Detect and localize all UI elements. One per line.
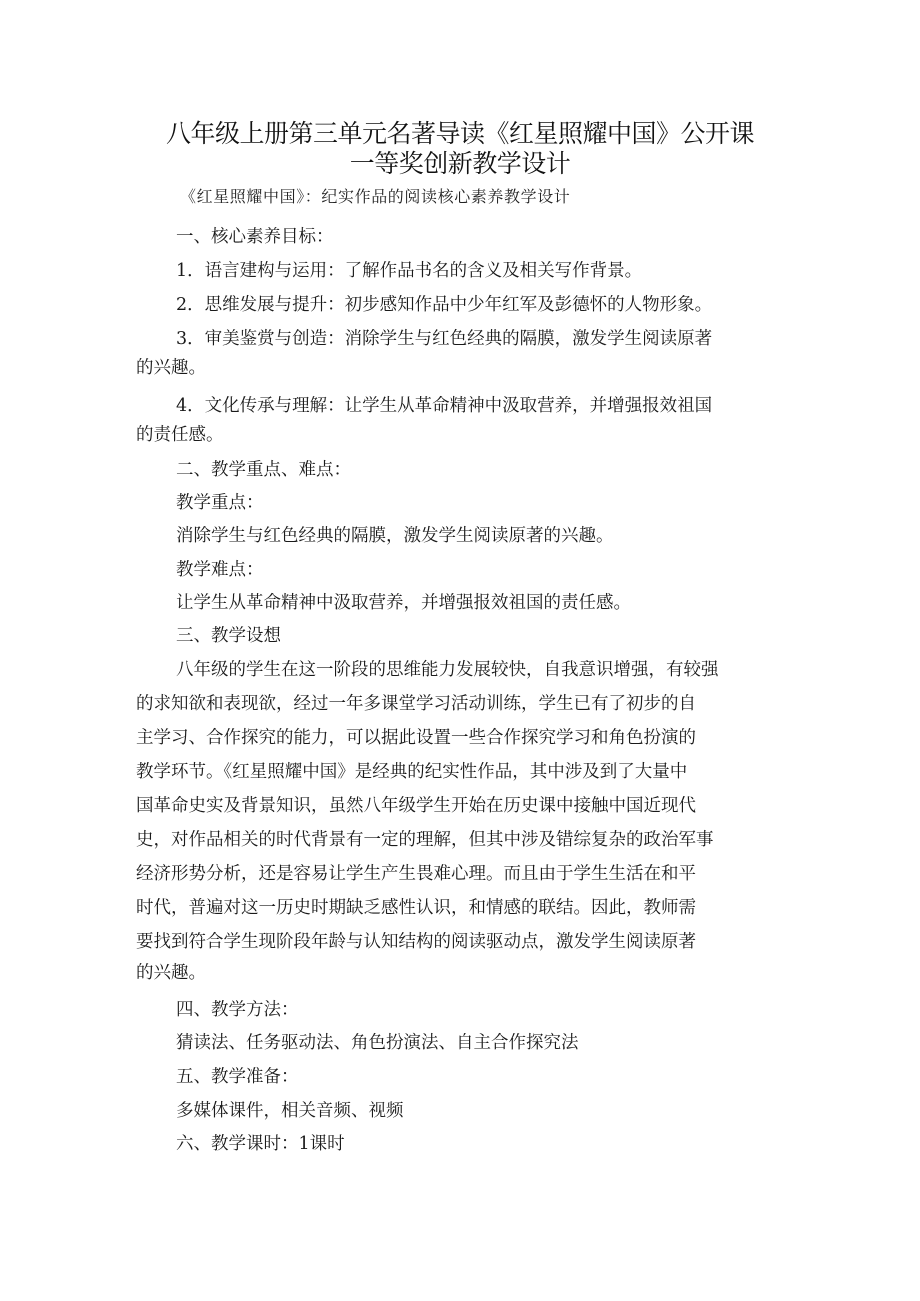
section-4-heading: 四、教学方法：	[176, 1000, 299, 1020]
teaching-preparation-text: 多媒体课件，相关音频、视频	[176, 1101, 404, 1121]
design-paragraph-line: 史，对作品相关的时代背景有一定的理解，但其中涉及错综复杂的政治军事	[136, 830, 714, 850]
design-paragraph-line: 的兴趣。	[136, 963, 206, 983]
difficulty-label: 教学难点：	[176, 560, 264, 580]
design-paragraph-line: 国革命史实及背景知识，虽然八年级学生开始在历史课中接触中国近现代	[136, 796, 696, 816]
design-paragraph-line: 的求知欲和表现欲，经过一年多课堂学习活动训练，学生已有了初步的自	[136, 694, 696, 714]
objective-2: 2．思维发展与提升：初步感知作品中少年红军及彭德怀的人物形象。	[176, 295, 713, 315]
design-paragraph-line: 时代，普遍对这一历史时期缺乏感性认识，和情感的联结。因此，教师需	[136, 898, 696, 918]
section-1-heading: 一、核心素养目标：	[176, 227, 334, 247]
design-paragraph-line: 八年级的学生在这一阶段的思维能力发展较快，自我意识增强，有较强	[176, 660, 719, 680]
objective-3-cont: 的兴趣。	[136, 358, 206, 378]
objective-3: 3．审美鉴赏与创造：消除学生与红色经典的隔膜，激发学生阅读原著	[176, 329, 713, 349]
design-paragraph-line: 教学环节。《红星照耀中国》是经典的纪实性作品，其中涉及到了大量中	[136, 762, 688, 782]
design-paragraph-line: 主学习、合作探究的能力，可以据此设置一些合作探究学习和角色扮演的	[136, 728, 696, 748]
document-subtitle: 《红星照耀中国》：纪实作品的阅读核心素养教学设计	[180, 187, 571, 206]
key-point-label: 教学重点：	[176, 493, 264, 513]
section-2-heading: 二、教学重点、难点：	[176, 460, 351, 480]
section-3-heading: 三、教学设想	[176, 626, 281, 646]
design-paragraph-line: 经济形势分析，还是容易让学生产生畏难心理。而且由于学生生活在和平	[136, 864, 696, 884]
document-title-line-2: 一等奖创新教学设计	[349, 149, 571, 178]
objective-1: 1．语言建构与运用：了解作品书名的含义及相关写作背景。	[176, 261, 643, 281]
section-5-heading: 五、教学准备：	[176, 1067, 299, 1087]
document-title-line-1: 八年级上册第三单元名著导读《红星照耀中国》公开课	[165, 119, 754, 148]
objective-4: 4．文化传承与理解：让学生从革命精神中汲取营养，并增强报效祖国	[176, 396, 713, 416]
teaching-methods-text: 猜读法、任务驱动法、角色扮演法、自主合作探究法	[176, 1033, 579, 1053]
design-paragraph-line: 要找到符合学生现阶段年龄与认知结构的阅读驱动点，激发学生阅读原著	[136, 932, 696, 952]
section-6-heading: 六、教学课时：1课时	[176, 1134, 345, 1154]
difficulty-text: 让学生从革命精神中汲取营养，并增强报效祖国的责任感。	[176, 593, 631, 613]
key-point-text: 消除学生与红色经典的隔膜，激发学生阅读原著的兴趣。	[176, 526, 614, 546]
objective-4-cont: 的责任感。	[136, 425, 224, 445]
